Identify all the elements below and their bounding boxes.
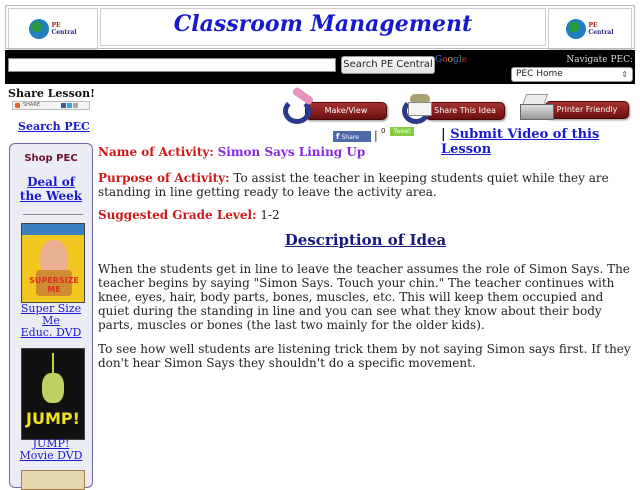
logo-central-text: Central	[588, 29, 614, 36]
purpose-value: To assist the teacher in keeping students quiet while they are standing in line getting ready to leave the activity area.	[98, 171, 609, 199]
jump-movie-link[interactable]: JUMP! Movie DVD	[19, 437, 83, 462]
printer-icon[interactable]	[520, 92, 554, 122]
navigate-pec-select[interactable]	[511, 67, 633, 82]
share-widget-label: SHARE	[23, 102, 40, 108]
globe-icon	[566, 19, 586, 39]
grade-level-value: 1-2	[260, 208, 280, 222]
search-input[interactable]	[8, 58, 336, 72]
page-title: Classroom Management	[173, 11, 473, 37]
search-pe-central-button[interactable]: Search PE Central	[341, 56, 435, 74]
grade-level	[98, 208, 633, 222]
pencil-comment-icon[interactable]	[280, 90, 316, 124]
divider	[23, 214, 83, 215]
envelope-share-icon[interactable]	[400, 92, 436, 124]
submit-video-row: | Submit Video of this Lesson	[441, 127, 600, 157]
grade-level-label: Suggested Grade Level:	[98, 208, 257, 222]
share-lesson-heading: Share Lesson!	[8, 87, 95, 100]
page-header	[5, 5, 635, 49]
navigate-pec-label: Navigate PEC:	[566, 55, 633, 65]
logo-central-text: Central	[51, 29, 77, 36]
description-heading: Description of Idea	[284, 231, 447, 249]
make-view-comments-button[interactable]: Make/View Comments	[305, 102, 387, 120]
email-icon	[73, 103, 78, 108]
submit-video-link[interactable]: Submit Video of this Lesson	[441, 127, 600, 157]
title-box	[100, 8, 546, 46]
super-size-me-dvd-cover[interactable]: SUPERSIZE ME	[21, 223, 85, 303]
description-paragraph-1: When the students get in line to leave the teacher assumes the role of Simon Says. The teacher begins by saying "Simon Says. Touch your chin." The teacher continues with knee, eyes, hair, body parts, bones, muscles, etc. This will keep them occupied and quiet during the standing in line and you can see what they know about their body parts, muscles or bones (the last two mainly for the older kids).	[98, 262, 630, 332]
facebook-share-button[interactable]: f Share	[333, 131, 371, 142]
shop-pec-panel	[9, 143, 93, 488]
select-arrows-icon: ⇕	[621, 70, 628, 79]
activity-name-value: Simon Says Lining Up	[217, 145, 366, 159]
share-widget-button[interactable]	[12, 101, 90, 110]
tweet-button[interactable]: Tweet	[390, 127, 414, 136]
separator: |	[374, 129, 378, 142]
activity-purpose	[98, 171, 633, 199]
shop-pec-title: Shop PEC	[24, 153, 78, 164]
share-plus-icon	[15, 103, 20, 108]
logo-pe-text: PE	[51, 22, 61, 29]
description-paragraph-2: To see how well students are listening trick them by not saying Simon says first. If they don't hear Simon Says they shouldn't do a specific movement.	[98, 342, 631, 370]
globe-icon	[29, 19, 49, 39]
facebook-icon: f	[336, 132, 340, 141]
search-pec-link[interactable]: Search PEC	[18, 120, 90, 133]
search-bar	[5, 50, 635, 84]
activity-name	[98, 145, 633, 159]
super-size-me-link[interactable]: Super Size Me Educ. DVD	[20, 302, 82, 339]
activity-name-label: Name of Activity:	[98, 145, 214, 159]
google-logo: Google	[435, 55, 468, 65]
logo-pe-text: PE	[588, 22, 598, 29]
share-this-idea-button[interactable]: Share This Idea	[425, 102, 505, 120]
purpose-label: Purpose of Activity:	[98, 171, 230, 185]
facebook-icon	[61, 103, 66, 108]
twitter-icon	[67, 103, 72, 108]
tweet-count: 0	[381, 127, 386, 135]
pe-central-logo-right[interactable]	[548, 8, 632, 50]
printer-friendly-button[interactable]: Printer Friendly	[545, 101, 629, 119]
third-product-cover[interactable]	[21, 470, 85, 490]
pe-central-logo-left[interactable]	[8, 8, 98, 50]
navigate-selected-value: PEC Home	[516, 69, 563, 79]
deal-of-the-week-link[interactable]: Deal of the Week	[19, 175, 83, 203]
jump-movie-dvd-cover[interactable]: JUMP!	[21, 348, 85, 440]
